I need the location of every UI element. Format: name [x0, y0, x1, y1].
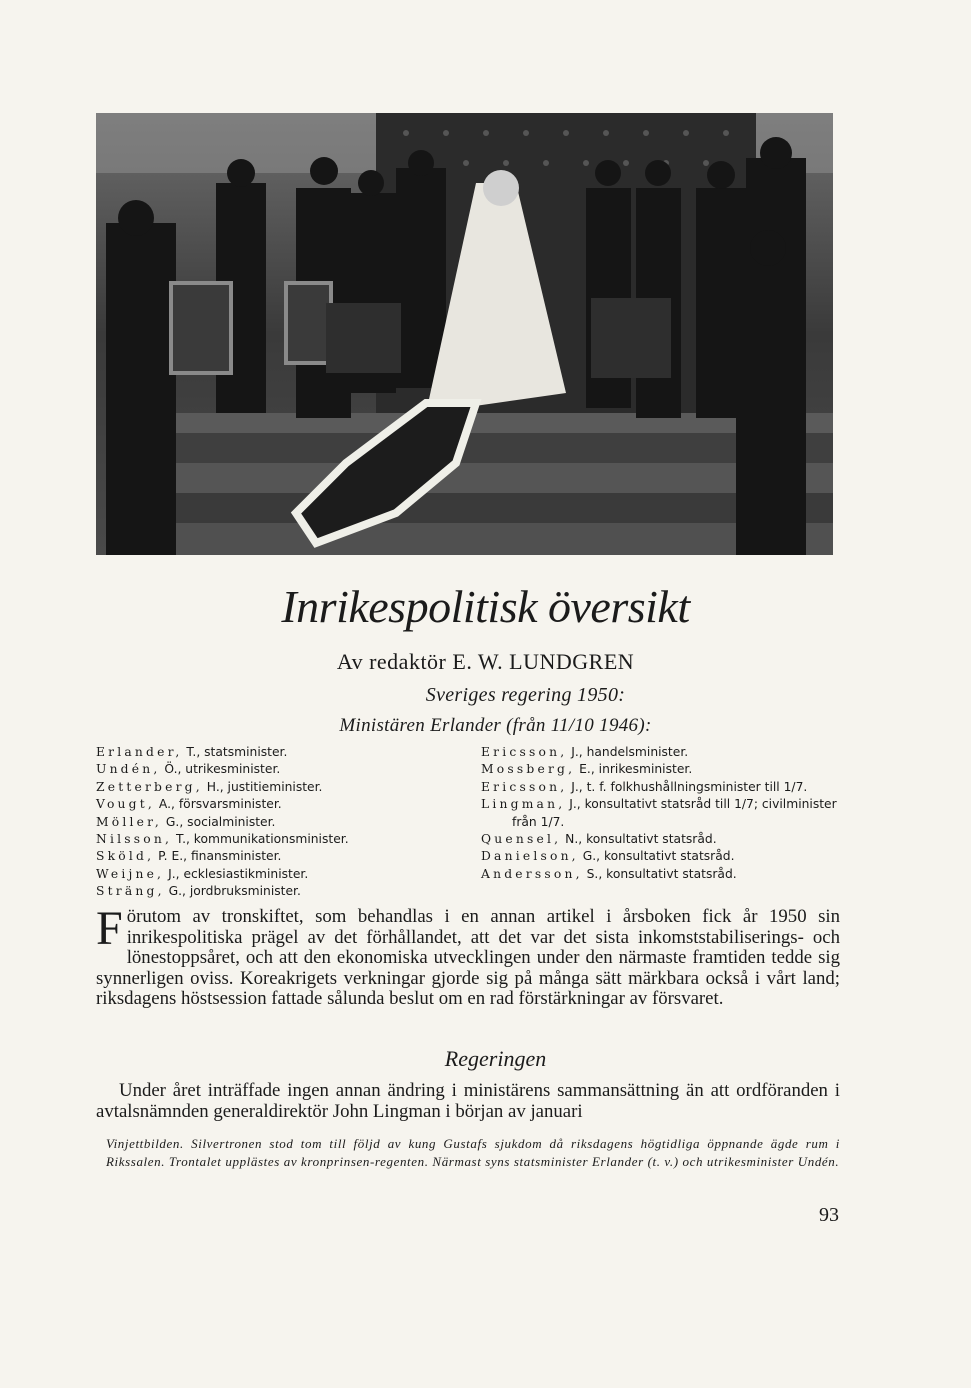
byline: Av redaktör E. W. LUNDGREN	[336, 649, 635, 674]
ministry-heading: Ministären Erlander (från 11/10 1946):	[339, 715, 652, 736]
cabinet-entry: Nilsson, T., kommunikationsminister.	[96, 832, 349, 847]
cabinet-entry: Weijne, J., ecklesiastikminister.	[96, 866, 309, 881]
cabinet-entry: Lingman, J., konsultativt statsråd till 1/7; civilminister från 1/7.	[481, 797, 837, 829]
cabinet-entry: Ericsson, J., t. f. folkhushållningsminister till 1/7.	[481, 779, 808, 794]
cabinet-entry: Sträng, G., jordbruksminister.	[96, 884, 301, 899]
article-title: Inrikespolitisk översikt	[281, 581, 690, 632]
ceremony-photo-icon	[96, 113, 833, 555]
cabinet-entry: Zetterberg, H., justitieminister.	[96, 779, 323, 794]
page-number: 93	[819, 1204, 839, 1226]
government-heading: Sveriges regering 1950:	[425, 684, 626, 706]
cabinet-entry: Quensel, N., konsultativt statsråd.	[481, 832, 717, 847]
cabinet-entry: Danielson, G., konsultativt statsråd.	[481, 849, 735, 864]
section-paragraph: Under året inträffade ingen annan ändring i ministärens sammansättning än att ordföranden i avtalsnämnden generaldirektör John Lingman i början av januari	[96, 1080, 840, 1122]
cabinet-entry: Mossberg, E., inrikesminister.	[481, 762, 693, 777]
cabinet-entry: Ericsson, J., handelsminister.	[481, 745, 689, 759]
intro-paragraph	[96, 902, 840, 1010]
cabinet-entry: Sköld, P. E., finansminister.	[96, 849, 282, 864]
intro-text: örutom av tronskiftet, som behandlas i en annan artikel i årsboken fick år 1950 sin inrikespolitiska prägel av det förhållandet, att det var det sista inkomststabiliserings- och lönestoppsåret, och att den ekonomiska utvecklingen under den närmaste framtiden tedde sig synnerligen oviss. Koreakrigets verkningar gjorde sig på många sätt märkbara också i vårt land; riksdagens höstsession fattade sålunda beslut om en rad förstärkningar av försvaret.	[96, 906, 840, 1009]
cabinet-list-right	[481, 744, 849, 883]
section-heading: Regeringen	[444, 1046, 547, 1071]
ceremony-photo	[96, 113, 833, 555]
cabinet-entry: Andersson, S., konsultativt statsråd.	[481, 866, 737, 881]
drop-cap: F	[96, 902, 123, 955]
cabinet-list-left	[96, 744, 476, 901]
cabinet-entry: Möller, G., socialminister.	[96, 814, 276, 829]
cabinet-entry: Undén, Ö., utrikesminister.	[96, 762, 281, 777]
cabinet-entry: Erlander, T., statsminister.	[96, 745, 288, 759]
cabinet-entry: Vougt, A., försvarsminister.	[96, 797, 282, 812]
photo-caption: Vinjettbilden. Silvertronen stod tom till följd av kung Gustafs sjukdom då riksdagens högtidliga öppnande ägde rum i Rikssalen. Trontalet upplästes av kronprinsen-regenten. Närmast syns statsminister Erlander (t. v.) och utrikesminister Undén.	[106, 1136, 840, 1169]
